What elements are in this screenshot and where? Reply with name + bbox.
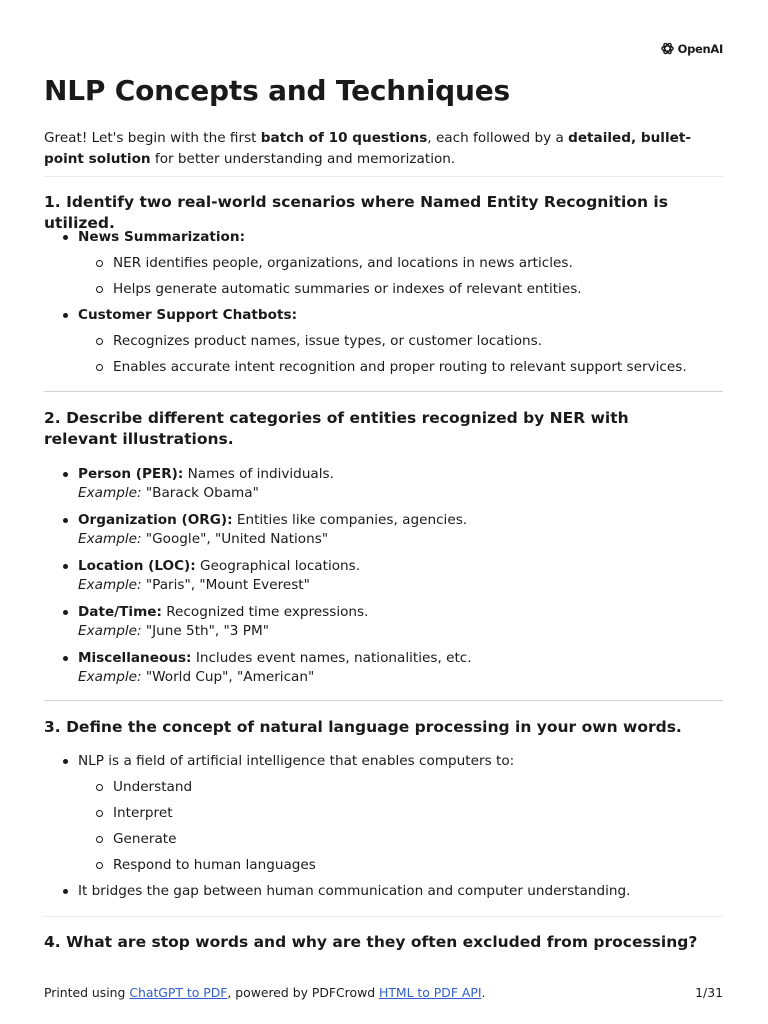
item-desc: Entities like companies, agencies. bbox=[232, 512, 468, 528]
list-item bbox=[0, 557, 768, 595]
sub-list-item: Respond to human languages bbox=[78, 856, 768, 875]
example-label: Example: bbox=[78, 531, 142, 547]
item-text: NLP is a field of artificial intelligence that enables computers to: bbox=[78, 753, 515, 769]
list-item bbox=[0, 603, 768, 641]
intro-text: Great! Let's begin with the first bbox=[44, 130, 261, 146]
footer-text: , powered by PDFCrowd bbox=[227, 985, 380, 1000]
sub-list bbox=[78, 778, 768, 875]
item-label: Miscellaneous: bbox=[78, 650, 192, 666]
sub-list-item: Interpret bbox=[78, 804, 768, 823]
item-desc: Recognized time expressions. bbox=[161, 604, 369, 620]
example-value: "Google", "United Nations" bbox=[141, 531, 329, 547]
item-label: Date/Time: bbox=[78, 604, 162, 620]
item-label: Organization (ORG): bbox=[78, 512, 233, 528]
intro-bold: batch of 10 questions bbox=[260, 130, 428, 146]
sub-list-item: Recognizes product names, issue types, or customer locations. bbox=[78, 332, 768, 351]
item-desc: Includes event names, nationalities, etc. bbox=[191, 650, 472, 666]
intro-text: for better understanding and memorization. bbox=[150, 150, 456, 167]
item-label: News Summarization: bbox=[78, 229, 246, 245]
divider bbox=[44, 176, 723, 177]
footer-text: . bbox=[481, 985, 486, 1000]
example-label: Example: bbox=[78, 485, 142, 501]
item-label: Customer Support Chatbots: bbox=[78, 307, 298, 323]
sub-list bbox=[78, 332, 768, 377]
item-desc: Names of individuals. bbox=[183, 466, 334, 482]
list-item bbox=[0, 228, 768, 299]
answer-list bbox=[0, 752, 768, 901]
sub-list-item: Helps generate automatic summaries or indexes of relevant entities. bbox=[78, 280, 768, 299]
html-to-pdf-api-link[interactable]: HTML to PDF API bbox=[379, 985, 482, 1000]
answer-list bbox=[0, 465, 768, 695]
list-item: It bridges the gap between human communication and computer understanding. bbox=[0, 882, 768, 901]
divider bbox=[44, 391, 723, 392]
page-footer bbox=[44, 985, 723, 1000]
footer-text: Printed using bbox=[44, 985, 130, 1000]
logo-text: OpenAI bbox=[677, 41, 723, 56]
sub-list-item: NER identifies people, organizations, and locations in news articles. bbox=[78, 254, 768, 273]
sub-list-item: Generate bbox=[78, 830, 768, 849]
example-value: "June 5th", "3 PM" bbox=[141, 623, 269, 639]
list-item bbox=[0, 465, 768, 503]
item-label: Location (LOC): bbox=[78, 558, 196, 574]
sub-list-item: Enables accurate intent recognition and proper routing to relevant support services. bbox=[78, 358, 768, 377]
intro-text: , each followed by a bbox=[427, 130, 569, 146]
example-label: Example: bbox=[78, 577, 142, 593]
sub-list bbox=[78, 254, 768, 299]
chatgpt-to-pdf-link[interactable]: ChatGPT to PDF bbox=[129, 985, 228, 1000]
example-value: "Barack Obama" bbox=[141, 485, 259, 501]
openai-logo bbox=[660, 41, 723, 56]
question-heading: 3. Define the concept of natural language processing in your own words. bbox=[44, 718, 682, 736]
intro-bold: detailed, bullet-point solution bbox=[44, 130, 691, 167]
page-title: NLP Concepts and Techniques bbox=[44, 74, 510, 107]
list-item bbox=[0, 752, 768, 875]
example-value: "World Cup", "American" bbox=[141, 669, 315, 685]
item-label: Person (PER): bbox=[78, 466, 184, 482]
example-value: "Paris", "Mount Everest" bbox=[141, 577, 310, 593]
divider bbox=[44, 916, 723, 917]
divider bbox=[44, 700, 723, 701]
example-label: Example: bbox=[78, 669, 142, 685]
list-item bbox=[0, 306, 768, 377]
question-heading: 2. Describe different categories of entities recognized by NER with relevant illustrations. bbox=[44, 409, 629, 448]
question-heading: 1. Identify two real-world scenarios where Named Entity Recognition is utilized. bbox=[44, 193, 668, 232]
intro-paragraph bbox=[44, 128, 704, 169]
item-desc: Geographical locations. bbox=[195, 558, 361, 574]
example-label: Example: bbox=[78, 623, 142, 639]
sub-list-item: Understand bbox=[78, 778, 768, 797]
footer-credit bbox=[44, 985, 485, 1000]
list-item bbox=[0, 649, 768, 687]
answer-list bbox=[0, 228, 768, 384]
page-number: 1/31 bbox=[695, 985, 723, 1000]
question-heading: 4. What are stop words and why are they often excluded from processing? bbox=[44, 933, 698, 951]
openai-knot-icon bbox=[660, 41, 675, 56]
list-item bbox=[0, 511, 768, 549]
